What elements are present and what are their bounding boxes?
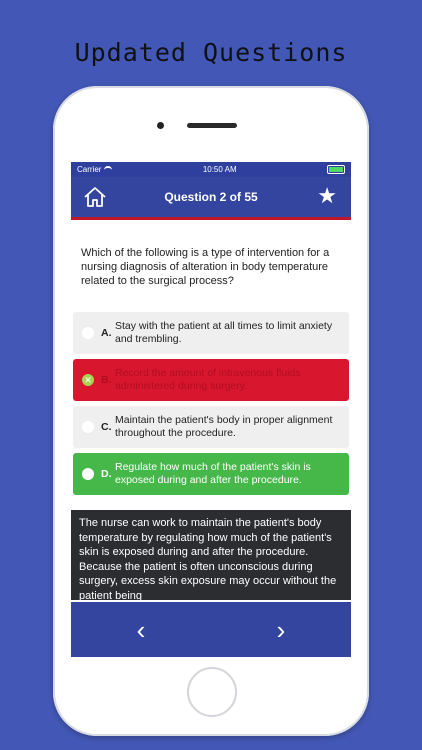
option-text: Record the amount of intravenous fluids administered during surgery. xyxy=(115,367,301,392)
carrier-label: Carrier xyxy=(77,165,102,174)
answer-options xyxy=(71,312,351,495)
app-screen xyxy=(71,162,351,657)
earpiece-speaker xyxy=(187,123,237,128)
option-letter: D. xyxy=(101,467,112,480)
option-text: Maintain the patient's body in proper alignment throughout the procedure. xyxy=(115,414,333,439)
option-c[interactable] xyxy=(73,406,349,448)
promo-title: Updated Questions xyxy=(74,38,348,67)
option-b[interactable] xyxy=(73,359,349,401)
option-d[interactable] xyxy=(73,453,349,495)
bottom-nav-bar xyxy=(71,602,351,657)
radio-icon xyxy=(82,327,94,339)
status-left xyxy=(77,165,112,174)
home-icon[interactable] xyxy=(83,185,107,209)
option-letter: A. xyxy=(101,326,112,339)
option-text: Stay with the patient at all times to limit anxiety and trembling. xyxy=(115,320,333,345)
status-time: 10:50 AM xyxy=(202,165,237,174)
battery-icon xyxy=(327,165,345,174)
wrong-answer-icon: ✕ xyxy=(82,374,94,386)
phone-frame xyxy=(53,86,369,736)
question-text: Which of the following is a type of intervention for a nursing diagnosis of alteration in body temperature related to the surgical process? xyxy=(81,247,330,287)
option-letter: B. xyxy=(101,373,112,386)
wifi-icon xyxy=(104,166,112,174)
option-letter: C. xyxy=(101,420,112,433)
explanation-panel[interactable]: The nurse can work to maintain the patient's body temperature by regulating how much of the patient's skin is exposed during and after the procedure. Because the patient is often unconscious during surgery, excess skin exposure may occur without the patient being xyxy=(71,510,351,600)
phone-home-button[interactable] xyxy=(187,667,237,717)
status-bar xyxy=(71,162,351,177)
chevron-right-icon[interactable]: › xyxy=(276,614,286,645)
nav-bar xyxy=(71,177,351,220)
chevron-left-icon[interactable]: ‹ xyxy=(136,614,146,645)
front-camera xyxy=(157,122,164,129)
radio-icon xyxy=(82,468,94,480)
option-a[interactable] xyxy=(73,312,349,354)
option-text: Regulate how much of the patient's skin is exposed during and after the procedure. xyxy=(115,461,311,486)
radio-icon xyxy=(82,421,94,433)
star-icon[interactable]: ★ xyxy=(317,183,337,208)
question-counter-title: Question 2 of 55 xyxy=(164,190,258,204)
